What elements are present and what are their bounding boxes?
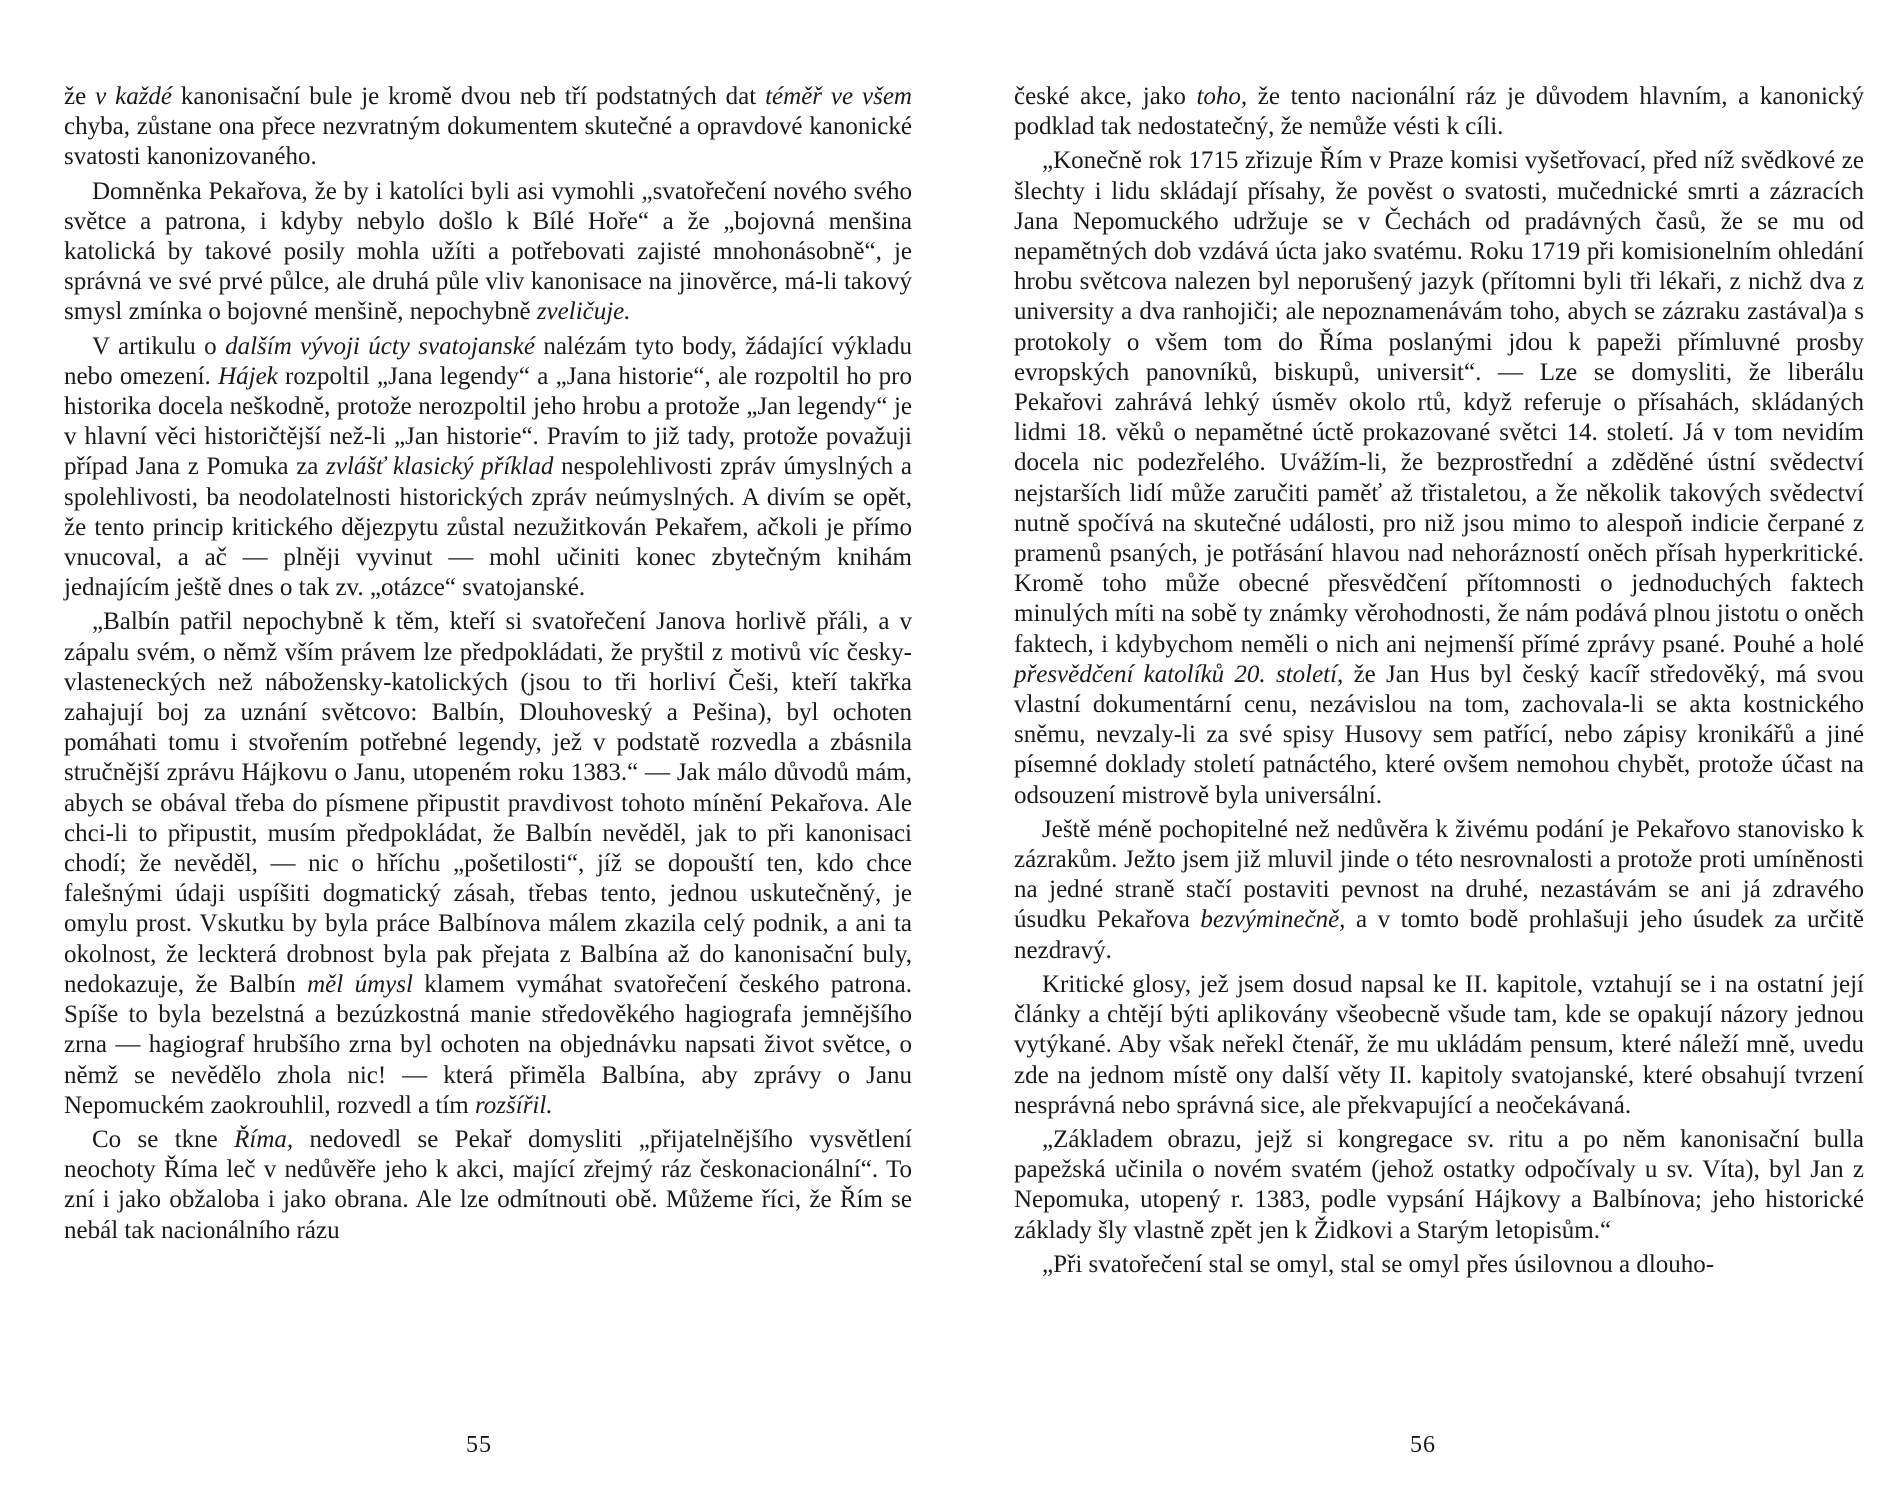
italic-phrase: Říma, — [234, 1125, 294, 1153]
right-page-text — [1014, 82, 1864, 1284]
text-run: nalézám tyto body, žádající výkladu nebo omezení. — [64, 332, 912, 390]
left-paragraph — [64, 1125, 912, 1246]
right-paragraph — [1014, 815, 1864, 966]
left-page-text — [64, 82, 912, 1250]
italic-phrase: zveličuje. — [536, 298, 631, 326]
page-number-right: 56 — [1410, 1432, 1436, 1458]
italic-phrase: bezvýminečně, — [1200, 906, 1346, 934]
text-run: že Jan Hus byl český kacíř středověký, má svou vlastní dokumentární cenu, nezávislou na tom, zachovala-li se akta kostnického sněmu, nevzaly-li za své spisy Husovy sem patřící, nebo zápisy kronikářů a jiné písemné doklady století patnáctého, které ovšem nemohou chybět, protože účast na odsouzení mistrově byla universální. — [1014, 660, 1864, 809]
left-paragraph — [64, 607, 912, 1120]
right-paragraph — [1014, 146, 1864, 810]
text-run: V artikulu o — [92, 332, 226, 360]
text-run: klamem vymáhat svatořečení českého patrona. Spíše to byla bezelstná a bezúzkostná manie středověkého hagiografa jemnějšího zrna — hagiograf hrubšího zrna byl ochoten na objednávku napsati život světce, o němž se nevědělo zhola nic! — která přiměla Balbína, aby zprávy o Janu Nepomuckém zaokrouhlil, rozvedl a tím — [64, 970, 912, 1119]
text-run: nedovedl se Pekař domysliti „přijatelnějšího vysvětlení neochoty Říma leč v nedůvěře jeho k akci, mající zřejmý ráz českonacionální“. To zní i jako obžaloba i jako obrana. Ale lze odmítnouti obě. Můžeme říci, že Řím se nebál tak nacionálního rázu — [64, 1125, 913, 1244]
italic-phrase: téměř ve všem — [765, 83, 912, 110]
left-paragraph — [64, 82, 912, 173]
text-run: Kritické glosy, jež jsem dosud napsal ke II. kapitole, vztahují se i na ostatní její články a chtějí býti aplikovány všeobecně všude tam, kde se opakují názory jednou vytýkané. Aby však neřekl čtenář, že mu ukládám pensum, které náleží mně, uvedu zde na jednom místě ony další věty II. kapitoly svatojanské, které obsahují tvrzení nesprávná nebo správná sice, ale překvapující a neočekávaná. — [1014, 970, 1864, 1119]
page-number-left: 55 — [466, 1432, 492, 1458]
right-paragraph — [1014, 82, 1864, 142]
text-run: české akce, jako — [1014, 83, 1197, 110]
text-run: že tento nacionální ráz je důvodem hlavním, a kanonický podklad tak nedostatečný, že nemůže vésti k cíli. — [1014, 83, 1865, 141]
text-run: „Při svatořečení stal se omyl, stal se omyl přes úsilovnou a dlouho- — [1042, 1250, 1715, 1278]
text-run: „Balbín patřil nepochybně k těm, kteří si svatořečení Janova horlivě přáli, a v zápalu svém, o němž vším právem lze předpokládati, že pryštil z motivů víc česky-vlasteneckých než nábožensky-katolických (jsou to tři horliví Češi, kteří takřka zahajují boj za uznání světcovo: Balbín, Dlouhoveský a Pešina), byl ochoten pomáhati tomu i stvořením potřebné legendy, jež v podstatě rozvedla a zbásnila stručnější zprávu Hájkovu o Janu, utopeném roku 1383.“ — Jak málo důvodů mám, abych se obával třeba do písmene připustit pravdivost tohoto mínění Pekařova. Ale chci-li to připustit, musím předpokládat, že Balbín nevěděl, jak to při kanonisaci chodí; že nevěděl, — nic o hříchu „pošetilosti“, jíž se dopouští ten, kdo chce falešnými údaji uspíšiti dogmatický zásah, třebas tento, jednou uskutečněný, je omylu prost. Vskutku by byla práce Balbínova málem zkazila celý podnik, a ani ta okolnost, že leckterá drobnost byla pak přejata z Balbína až do kanonisační buly, nedokazuje, že Balbín — [64, 608, 912, 998]
italic-phrase: rozšířil. — [475, 1091, 553, 1119]
right-paragraph — [1014, 1250, 1864, 1280]
italic-phrase: měl úmysl — [307, 970, 413, 998]
text-run: že — [64, 83, 96, 110]
text-run: Ještě méně pochopitelné než nedůvěra k živému podání je Pekařovo stanovisko k zázrakům. Ježto jsem již mluvil jinde o této nesrovnalosti a protože proti umíněnosti na jedné straně stačí postaviti pevnost na druhé, nezastávám se ani já zdravého úsudku Pekařova — [1014, 815, 1864, 934]
italic-phrase: toho, — [1196, 83, 1248, 110]
right-paragraph — [1014, 1125, 1864, 1246]
text-run: „Konečně rok 1715 zřizuje Řím v Praze komisi vyšetřovací, před níž svědkové ze šlechty i lidu skládají přísahy, že pověst o svatosti, mučednické smrti a zázracích Jana Nepomuckého udržuje se v Čechách od pradávných časů, že se mu od nepamětných dob vzdává úcta jako svatému. Roku 1719 při komisionelním ohledání hrobu světcova nalezen byl neporušený jazyk (přítomni byli tři lékaři, z nichž dva z university a dva ranhojiči; ale nepoznamenávám toho, abych se zázraku zastával)a s protokoly o všem tom do Říma poslanými jdou k papeži přímluvné prosby evropských panovníků, biskupů, universit“. — Lze se domysliti, že liberálu Pekařovi zahrává lehký úsměv okolo rtů, když referuje o přísahách, skládaných lidmi 18. věků o nepamětné úctě prokazované světci 14. století. Já v tom nevidím docela nic podezřelého. Uvážím-li, že bezprostřední a zděděné ústní svědectví nejstarších lidí může zaručiti paměť až třistaletou, a že několik takových svědectví nutně spočívá na skutečné události, pro niž jsou mimo to alespoň indicie čerpané z pramenů psaných, je potřásání hlavou nad nehorázností oněch přísah hyperkritické. Kromě toho může obecné přesvědčení přítomnosti o jednoduchých faktech minulých míti na sobě ty známky věrohodnosti, že nám podává plnou jistotu o oněch faktech, i kdybychom neměli o nich ani nejmenší přímé zprávy psané. Pouhé a holé — [1014, 147, 1864, 658]
text-run: chyba, zůstane ona přece nezvratným dokumentem skutečné a opravdové kanonické svatosti kanonizovaného. — [64, 113, 912, 171]
italic-phrase: zvlášť klasický příklad — [326, 453, 554, 481]
text-run: kanonisační bule je kromě dvou neb tří podstatných dat — [172, 83, 766, 110]
text-run: rozpoltil „Jana legendy“ a „Jana historie“, ale rozpoltil ho pro historika docela neškodně, protože nerozpoltil jeho hrobu a protože „Jan legendy“ je v hlavní věci historičtější než-li „Jan historie“. Pravím to již tady, protože považuji případ Jana z Pomuka za — [64, 362, 912, 481]
text-run: a v tomto bodě prohlašuji jeho úsudek za určitě nezdravý. — [1014, 906, 1864, 964]
italic-phrase: Hájek — [218, 362, 278, 390]
text-run: nespolehlivosti zpráv úmyslných a spolehlivosti, ba neodolatelnosti historických zpráv neúmyslných. A divím se opět, že tento princip kritického dějezpytu zůstal nezužitkován Pekařem, ačkoli je přímo vnucoval, a ač — plněji vyvinut — mohl učiniti konec zbytečným knihám jednajícím ještě dnes o tak zv. „otázce“ svatojanské. — [64, 453, 912, 602]
italic-phrase: přesvědčení katolíků 20. století, — [1014, 660, 1344, 688]
left-paragraph — [64, 177, 912, 328]
text-run: Domněnka Pekařova, že by i katolíci byli asi vymohli „svatořečení nového svého světce a patrona, i kdyby nebylo došlo k Bílé Hoře“ a že „bojovná menšina katolická by takové posily mohla užíti a potřebovati zajisté mnohonásobně“, je správná ve své prvé půlce, ale druhá půle vliv kanonisace na jinověrce, má-li takový smysl zmínka o bojovné menšině, nepochybně — [64, 177, 912, 326]
italic-phrase: v každé — [95, 83, 173, 110]
italic-phrase: dalším vývoji úcty svatojanské — [225, 332, 535, 360]
text-run: Co se tkne — [92, 1125, 235, 1153]
right-paragraph — [1014, 970, 1864, 1121]
left-paragraph — [64, 332, 912, 604]
text-run: „Základem obrazu, jejž si kongregace sv. ritu a po něm kanonisační bulla papežská učinila o novém svatém (jehož ostatky odpočívaly u sv. Víta), byl Jan z Nepomuka, utopený r. 1383, podle vypsání Hájkovy a Balbínova; jeho historické základy šly vlastně zpět jen k Židkovi a Starým letopisům.“ — [1014, 1125, 1864, 1244]
right-page — [942, 0, 1884, 1500]
